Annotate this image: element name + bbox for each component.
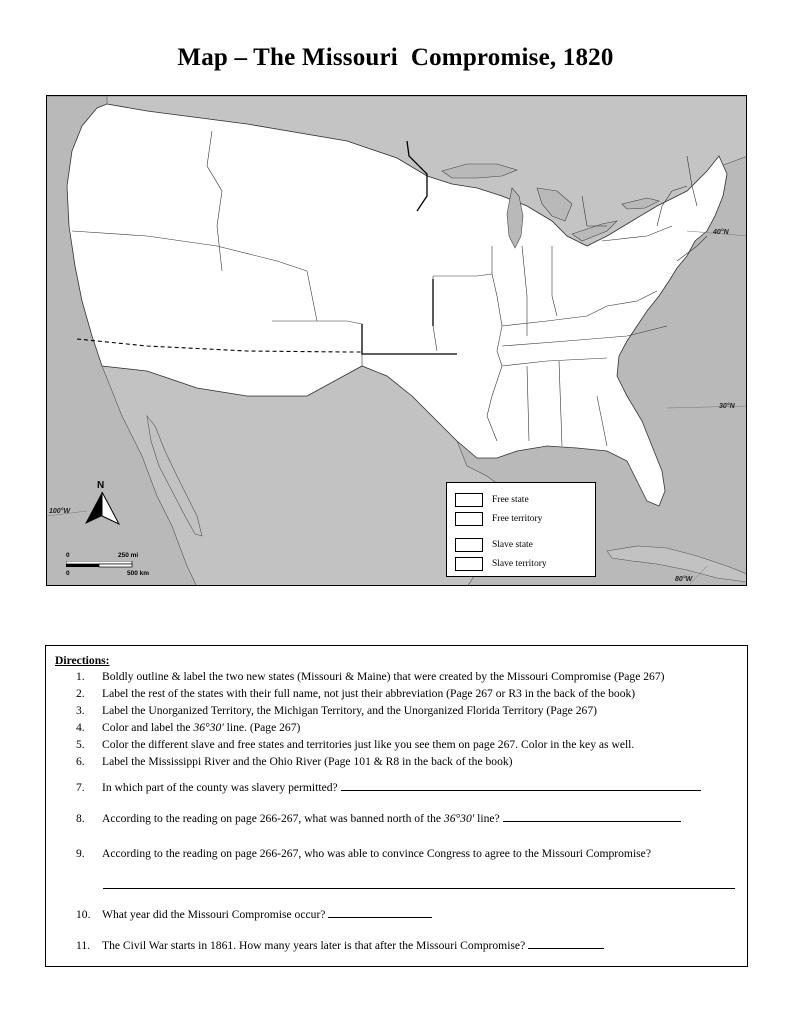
compass-rose	[82, 480, 124, 530]
item-text: Label the rest of the states with their full name, not just their abbreviation (Page 267 or R3 in the back of the book)	[102, 687, 636, 700]
question-item	[76, 907, 432, 921]
scale-km-light	[99, 564, 132, 567]
item-text: Color the different slave and free states and territories just like you see them on page 267. Color in the key as well.	[102, 738, 635, 751]
scale-zero-miles: 0	[66, 552, 70, 559]
legend-color-box[interactable]	[455, 538, 483, 552]
item-number: 9.	[76, 847, 85, 860]
item-text: According to the reading on page 266-267, what was banned north of the	[102, 812, 444, 825]
legend-free-territory	[455, 512, 542, 526]
legend-free-state	[455, 493, 529, 507]
longitude-80-label: 80°W	[675, 576, 693, 583]
directions-box	[45, 645, 748, 967]
item-text: Label the Unorganized Territory, the Michigan Territory, and the Unorganized Florida Territory (Page 267)	[102, 704, 597, 717]
item-text: line?	[474, 812, 500, 825]
item-number: 2.	[76, 687, 85, 700]
scale-250-miles: 250 mi	[118, 552, 139, 559]
item-text-italic: 36°30'	[193, 721, 224, 734]
latitude-30-label: 30°N	[719, 403, 735, 410]
direction-item	[76, 704, 597, 717]
map-drawing	[47, 96, 747, 586]
scale-zero-km: 0	[66, 570, 70, 577]
arrow-right-half	[102, 492, 119, 524]
item-text: The Civil War starts in 1861. How many years later is that after the Missouri Compromise?	[102, 939, 526, 952]
direction-item	[76, 687, 635, 700]
item-number: 4.	[76, 721, 85, 734]
item-number: 7.	[76, 781, 85, 794]
legend-slave-state	[455, 538, 533, 552]
legend-color-box[interactable]	[455, 493, 483, 507]
scale-500-km: 500 km	[127, 570, 150, 577]
item-number: 3.	[76, 704, 85, 717]
scale-miles-bar	[66, 561, 132, 564]
latitude-40-label: 40°N	[713, 229, 729, 236]
question-item	[76, 847, 651, 860]
answer-blank[interactable]	[503, 811, 681, 822]
legend-color-box[interactable]	[455, 557, 483, 571]
item-number: 10.	[76, 908, 91, 921]
direction-item	[76, 721, 300, 734]
item-text: According to the reading on page 266-267, who was able to convince Congress to agree to the Missouri Compromise?	[102, 847, 651, 860]
question-item	[76, 811, 681, 825]
legend-label: Slave state	[492, 540, 533, 550]
item-text: Boldly outline & label the two new states (Missouri & Maine) that were created by the Missouri Compromise (Page 267)	[102, 670, 665, 683]
legend-label: Free state	[492, 495, 529, 505]
scale-bar	[62, 552, 172, 582]
page-title: Map – The Missouri Compromise, 1820	[177, 44, 614, 71]
compass-north-label: N	[97, 480, 105, 491]
item-text: What year did the Missouri Compromise occur?	[102, 908, 326, 921]
item-number: 5.	[76, 738, 85, 751]
answer-blank[interactable]	[528, 938, 604, 949]
item-text: Color and label the	[102, 721, 194, 734]
question-item	[76, 780, 701, 794]
legend-slave-territory	[455, 557, 547, 571]
item-number: 11.	[76, 939, 91, 952]
direction-item	[76, 738, 634, 751]
legend-label: Free territory	[492, 514, 543, 524]
answer-blank[interactable]	[328, 907, 432, 918]
directions-heading: Directions:	[55, 654, 110, 667]
item-text-italic: 36°30'	[443, 812, 475, 825]
scale-km-dark	[66, 564, 99, 567]
item-number: 1.	[76, 670, 85, 683]
north-arrow-icon	[82, 490, 124, 530]
answer-line[interactable]	[103, 888, 735, 889]
item-text: In which part of the county was slavery permitted?	[102, 781, 338, 794]
legend-label: Slave territory	[492, 559, 547, 569]
direction-item	[76, 670, 665, 683]
item-text: Label the Mississippi River and the Ohio River (Page 101 & R8 in the back of the book)	[102, 755, 513, 768]
map-legend	[446, 482, 596, 577]
us-map	[46, 95, 747, 586]
direction-item	[76, 755, 513, 768]
item-number: 8.	[76, 812, 85, 825]
question-item	[76, 938, 604, 952]
item-number: 6.	[76, 755, 85, 768]
arrow-left-half	[85, 492, 102, 524]
longitude-100-label: 100°W	[49, 508, 71, 515]
answer-blank[interactable]	[341, 780, 701, 791]
scale-bar-graphic	[66, 561, 176, 569]
item-text: line. (Page 267)	[223, 721, 301, 734]
legend-color-box[interactable]	[455, 512, 483, 526]
